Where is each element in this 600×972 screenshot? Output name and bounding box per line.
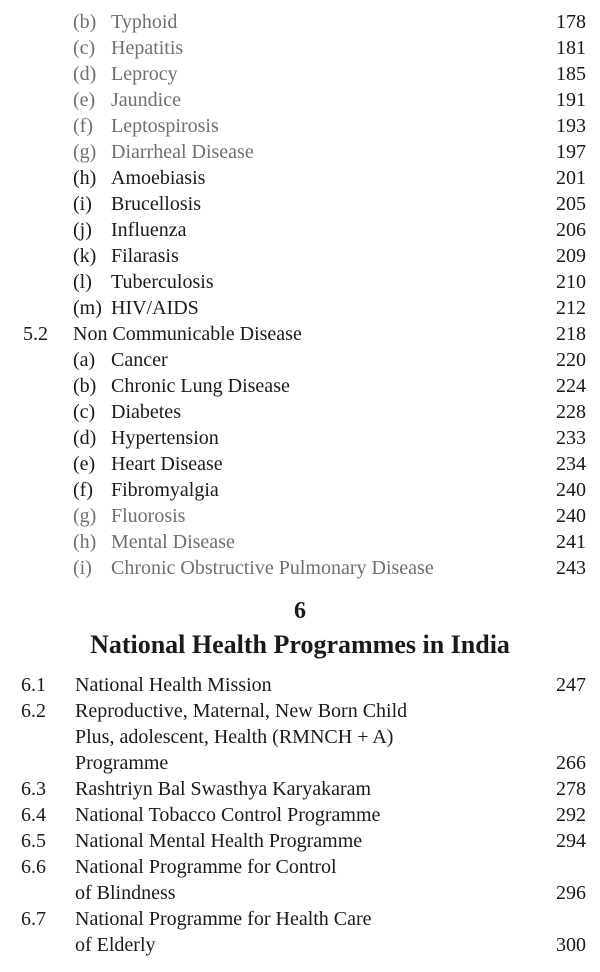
toc-programme-6-2-cont xyxy=(0,750,600,776)
entry-page: 212 xyxy=(556,297,586,319)
entry-label: (c) xyxy=(73,37,96,59)
toc-entry xyxy=(0,139,600,165)
programme-title-line: National Programme for Control xyxy=(75,856,337,878)
programme-title-line: of Blindness xyxy=(75,882,176,904)
toc-entry xyxy=(0,477,600,503)
toc-programme-6-1 xyxy=(0,672,600,698)
entry-label: (f) xyxy=(73,115,93,137)
programme-number: 6.2 xyxy=(21,700,46,722)
programme-title: National Mental Health Programme xyxy=(75,830,363,852)
entry-label: (b) xyxy=(73,375,97,397)
programme-page: 296 xyxy=(556,882,586,904)
entry-title: Tuberculosis xyxy=(111,271,214,293)
entry-label: (i) xyxy=(73,557,92,579)
entry-page: 178 xyxy=(556,11,586,33)
programme-number: 6.4 xyxy=(21,804,46,826)
programme-page: 278 xyxy=(556,778,586,800)
toc-programme-6-3 xyxy=(0,776,600,802)
entry-label: (j) xyxy=(73,219,92,241)
entry-title: Mental Disease xyxy=(111,531,235,553)
toc-entry xyxy=(0,269,600,295)
programme-number: 6.6 xyxy=(21,856,46,878)
toc-entry xyxy=(0,399,600,425)
toc-entry xyxy=(0,9,600,35)
entry-page: 191 xyxy=(556,89,586,111)
programme-number: 6.3 xyxy=(21,778,46,800)
entry-page: 228 xyxy=(556,401,586,423)
entry-label: (h) xyxy=(73,167,97,189)
toc-section-5-2 xyxy=(0,321,600,347)
toc-programme-6-2 xyxy=(0,698,600,724)
programme-title-line: Reproductive, Maternal, New Born Child xyxy=(75,700,408,722)
toc-entry xyxy=(0,555,600,581)
programme-page: 266 xyxy=(556,752,586,774)
toc-programme-6-7 xyxy=(0,906,600,932)
entry-title: Jaundice xyxy=(111,89,181,111)
programme-page: 294 xyxy=(556,830,586,852)
entry-page: 206 xyxy=(556,219,586,241)
toc-programme-6-7-cont xyxy=(0,932,600,958)
entry-page: 241 xyxy=(556,531,586,553)
toc-entry xyxy=(0,87,600,113)
chapter-number: 6 xyxy=(294,598,306,624)
entry-page: 210 xyxy=(556,271,586,293)
programme-page: 247 xyxy=(556,674,586,696)
toc-entry xyxy=(0,191,600,217)
toc-entry xyxy=(0,425,600,451)
programme-title: National Tobacco Control Programme xyxy=(75,804,381,826)
entry-label: (b) xyxy=(73,11,97,33)
toc-entry xyxy=(0,243,600,269)
programme-number: 6.5 xyxy=(21,830,46,852)
entry-page: 224 xyxy=(556,375,586,397)
entry-page: 234 xyxy=(556,453,586,475)
entry-title: Leprocy xyxy=(111,63,178,85)
programme-number: 6.7 xyxy=(21,908,46,930)
chapter-title: National Health Programmes in India xyxy=(90,630,510,659)
toc-entry xyxy=(0,529,600,555)
entry-label: (a) xyxy=(73,349,96,371)
entry-label: (i) xyxy=(73,193,92,215)
programme-page: 300 xyxy=(556,934,586,956)
entry-page: 181 xyxy=(556,37,586,59)
toc-programme-6-6 xyxy=(0,854,600,880)
entry-title: Heart Disease xyxy=(111,453,223,475)
entry-page: 209 xyxy=(556,245,586,267)
entry-title: Amoebiasis xyxy=(111,167,206,189)
entry-page: 197 xyxy=(556,141,586,163)
entry-title: Typhoid xyxy=(111,11,178,33)
toc-entry xyxy=(0,35,600,61)
section-title: Non Communicable Disease xyxy=(73,323,302,345)
toc-entry xyxy=(0,295,600,321)
entry-label: (c) xyxy=(73,401,96,423)
toc-entry xyxy=(0,165,600,191)
programme-title-line: National Programme for Health Care xyxy=(75,908,372,930)
entry-page: 201 xyxy=(556,167,586,189)
entry-page: 240 xyxy=(556,479,586,501)
programme-page: 292 xyxy=(556,804,586,826)
toc-entry xyxy=(0,113,600,139)
toc-entry xyxy=(0,347,600,373)
entry-label: (g) xyxy=(73,505,97,527)
entry-label: (f) xyxy=(73,479,93,501)
entry-title: Chronic Lung Disease xyxy=(111,375,290,397)
programme-title: Rashtriyn Bal Swasthya Karyakaram xyxy=(75,778,372,800)
entry-page: 193 xyxy=(556,115,586,137)
entry-label: (e) xyxy=(73,89,96,111)
entry-label: (h) xyxy=(73,531,97,553)
toc-entry xyxy=(0,373,600,399)
section-number: 5.2 xyxy=(23,323,48,345)
toc-entry xyxy=(0,503,600,529)
entry-title: Leptospirosis xyxy=(111,115,219,137)
entry-title: Chronic Obstructive Pulmonary Disease xyxy=(111,557,434,579)
toc-entry xyxy=(0,451,600,477)
entry-title: Diabetes xyxy=(111,401,181,423)
programme-title-line: Programme xyxy=(75,752,169,774)
entry-title: HIV/AIDS xyxy=(111,297,199,319)
entry-page: 220 xyxy=(556,349,586,371)
entry-title: Diarrheal Disease xyxy=(111,141,254,163)
programme-title-line: Plus, adolescent, Health (RMNCH + A) xyxy=(75,726,394,748)
entry-title: Cancer xyxy=(111,349,168,371)
entry-label: (g) xyxy=(73,141,97,163)
section-page: 218 xyxy=(556,323,586,345)
entry-title: Fibromyalgia xyxy=(111,479,219,501)
entry-label: (m) xyxy=(73,297,102,319)
entry-title: Influenza xyxy=(111,219,187,241)
entry-label: (k) xyxy=(73,245,97,267)
entry-page: 205 xyxy=(556,193,586,215)
entry-page: 233 xyxy=(556,427,586,449)
entry-label: (d) xyxy=(73,63,97,85)
entry-page: 185 xyxy=(556,63,586,85)
entry-label: (e) xyxy=(73,453,96,475)
programme-title: National Health Mission xyxy=(75,674,272,696)
toc-entry xyxy=(0,217,600,243)
programme-title-line: of Elderly xyxy=(75,934,156,956)
entry-page: 240 xyxy=(556,505,586,527)
entry-title: Brucellosis xyxy=(111,193,201,215)
toc-programme-6-5 xyxy=(0,828,600,854)
entry-title: Hepatitis xyxy=(111,37,184,59)
entry-label: (l) xyxy=(73,271,92,293)
toc-programme-6-2-cont xyxy=(0,724,600,750)
toc-programme-6-6-cont xyxy=(0,880,600,906)
entry-title: Hypertension xyxy=(111,427,219,449)
toc-entry xyxy=(0,61,600,87)
programme-number: 6.1 xyxy=(21,674,46,696)
toc-programme-6-4 xyxy=(0,802,600,828)
entry-title: Fluorosis xyxy=(111,505,186,527)
entry-title: Filarasis xyxy=(111,245,179,267)
entry-label: (d) xyxy=(73,427,97,449)
entry-page: 243 xyxy=(556,557,586,579)
